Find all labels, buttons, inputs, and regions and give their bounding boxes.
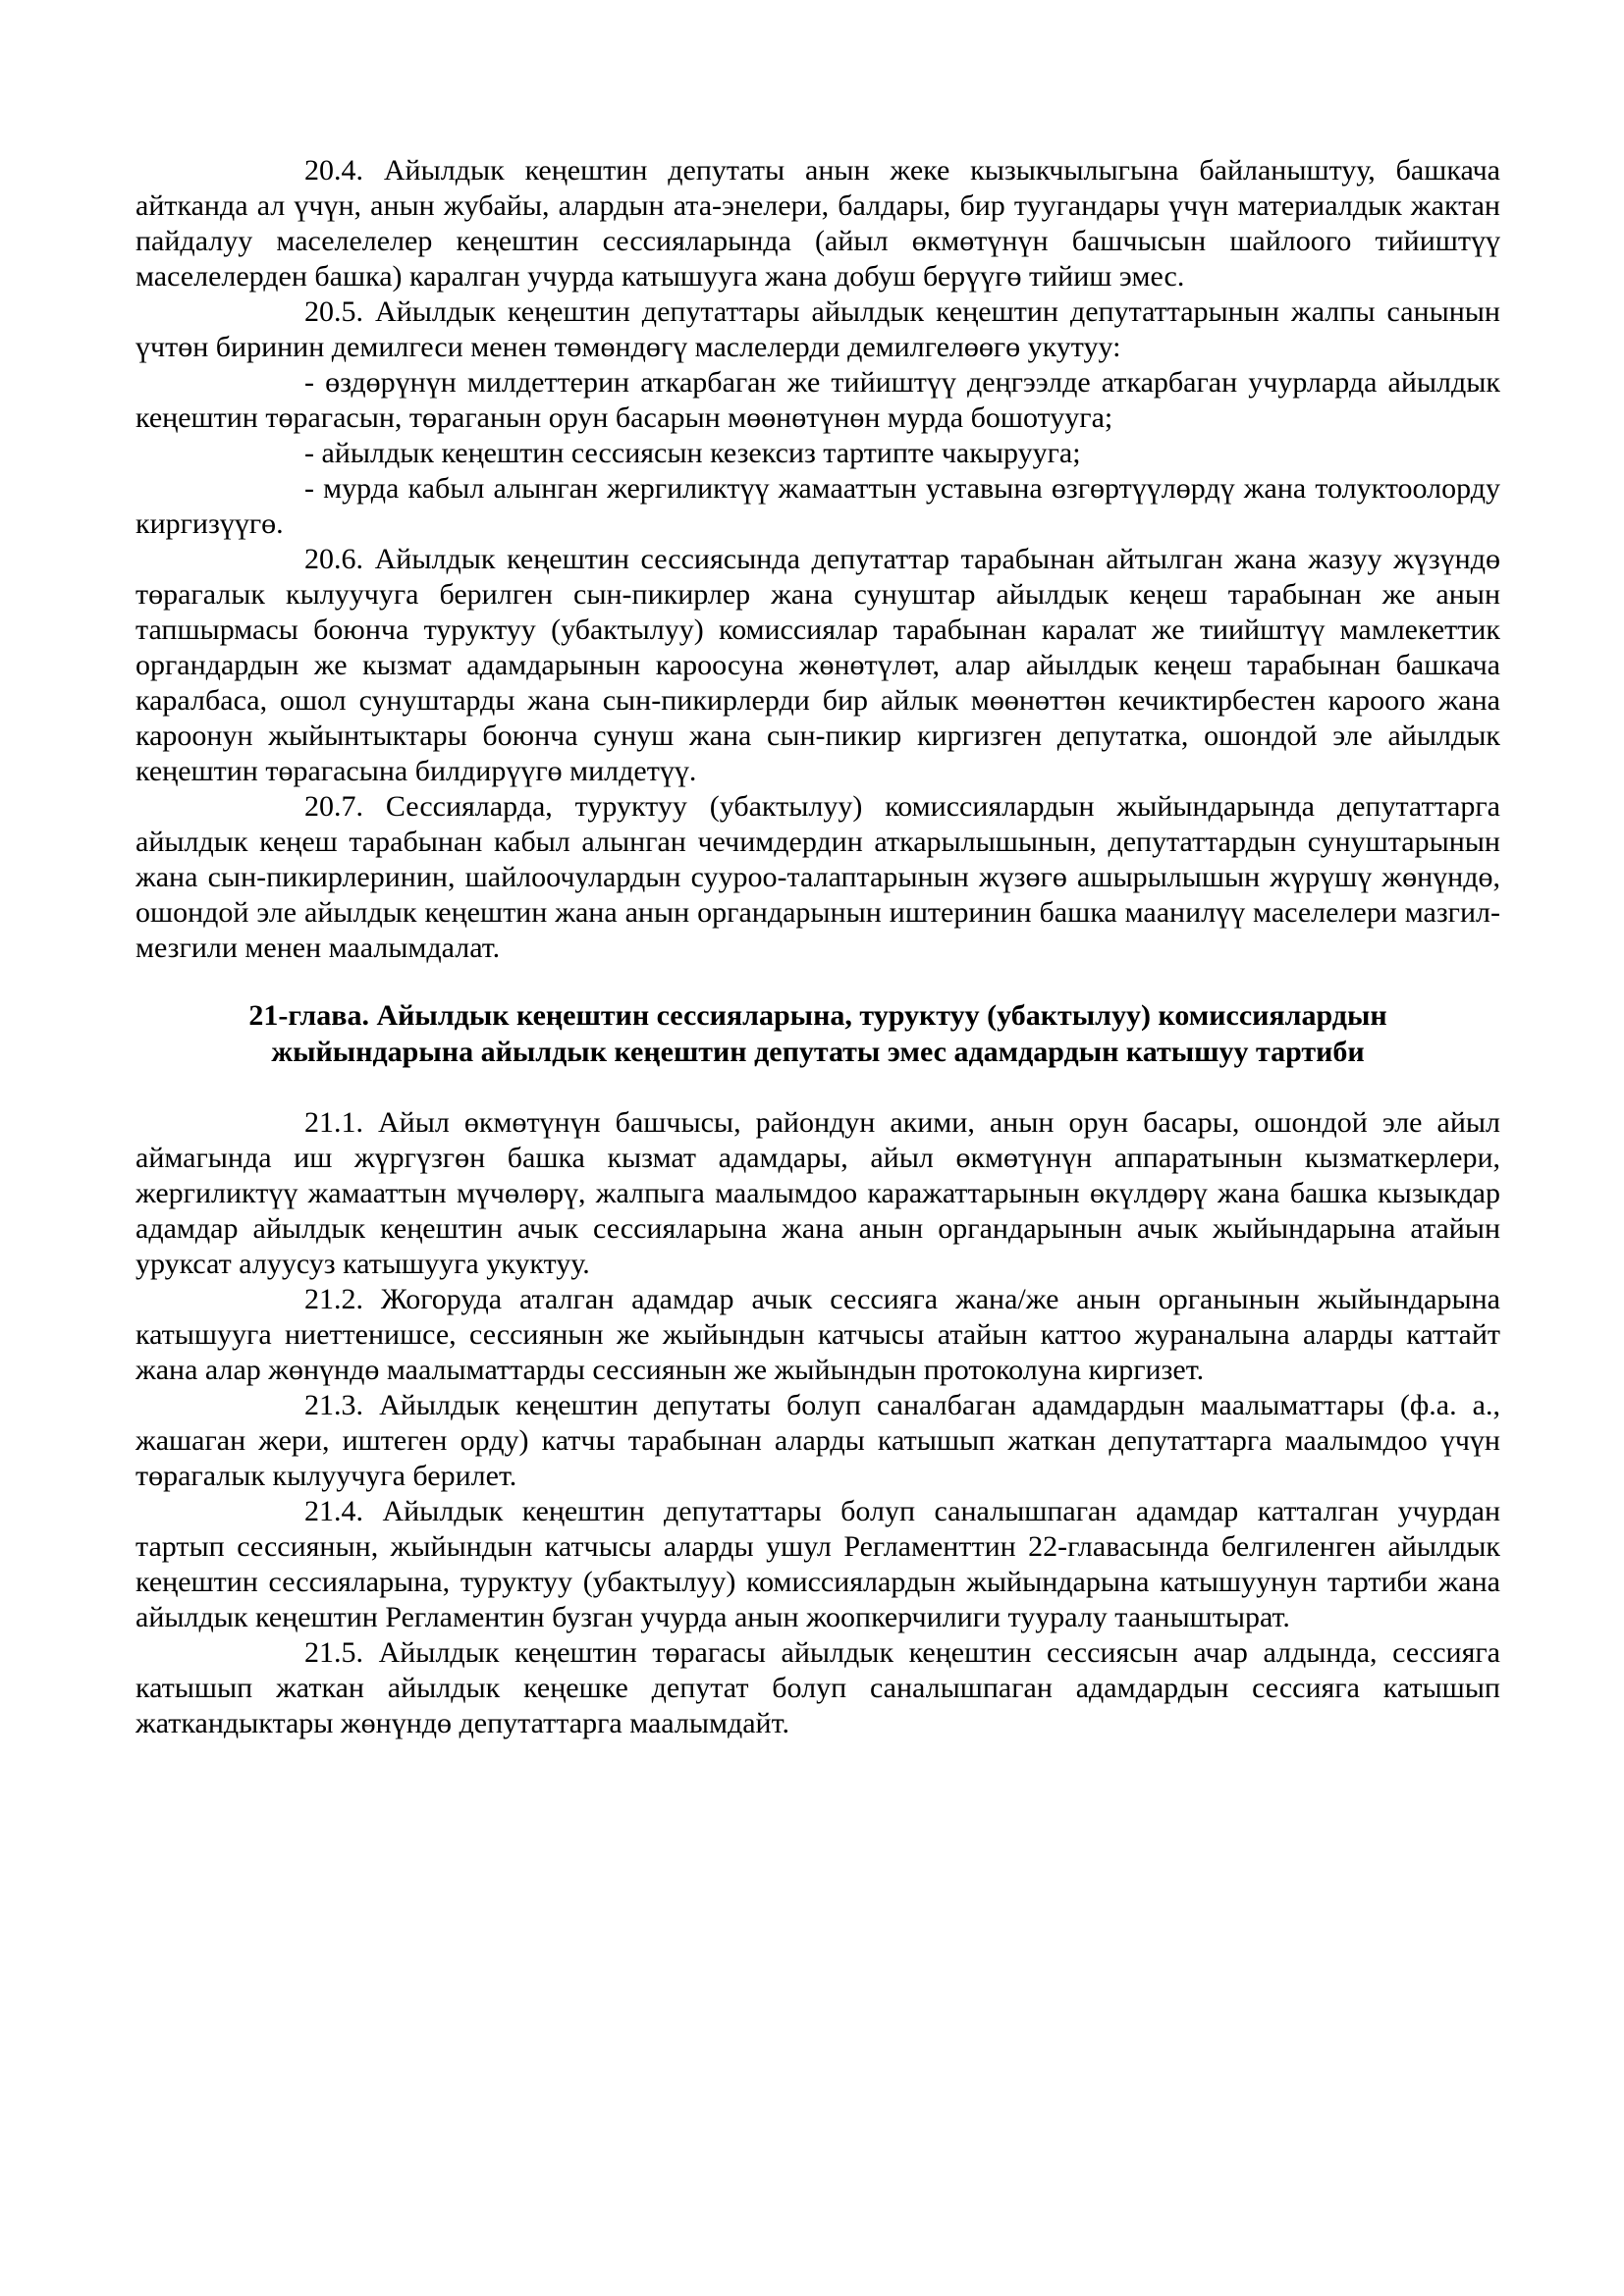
paragraph-clause-20-6: 20.6. Айылдык кеңештин сессиясында депутаттар тарабынан айтылган жана жазуу жүзүндө төрагалык кылуучуга берилген сын-пикирлер жана сунуштар айылдык кеңеш тарабынан же анын тапшырмасы боюнча туруктуу (убактылуу) комиссиялар тарабынан каралат же тиийштүү мамлекеттик органдардын же кызмат адамдарынын кароосуна жөнөтүлөт, алар айылдык кеңеш тарабынан башкача каралбаса, ошол сунуштарды жана сын-пикирлерди бир айлык мөөнөттөн кечиктирбестен кароого жана кароонун жыйынтыктары боюнча сунуш жана сын-пикир киргизген депутатка, ошондой эле айылдык кеңештин төрагасына билдирүүгө милдетүү. <box>135 543 1500 787</box>
paragraph-clause-21-4: 21.4. Айылдык кеңештин депутаттары болуп саналышпаган адамдар катталган учурдан тартып сессиянын, жыйындын катчысы аларды ушул Регламенттин 22-главасында белгиленген айылдык кеңештин сессияларына, туруктуу (убактылуу) комиссиялардын жыйындарына катышуунун тартиби жана айылдык кеңештин Регламентин бузган учурда анын жоопкерчилиги тууралу тааныштырат. <box>135 1495 1500 1633</box>
list-item-clause-20-5-2: - айылдык кеңештин сессиясын кезексиз тартипте чакырууга; <box>304 437 1081 469</box>
paragraph-clause-20-7: 20.7. Сессияларда, туруктуу (убактылуу) комиссиялардын жыйындарында депутаттарга айылдык кеңеш тарабынан кабыл алынган чечимдердин аткарылышынын, депутаттардын сунуштарынын жана сын-пикирлеринин, шайлоочулардын сууроо-талаптарынын жүзөгө ашырылышын жүрүшү жөнүндө, ошондой эле айылдык кеңештин жана анын органдарынын иштеринин башка маанилүү маселелери мазгил-мезгили менен маалымдалат. <box>135 790 1500 964</box>
list-item-clause-20-5-3: - мурда кабыл алынган жергиликтүү жамааттын уставына өзгөртүүлөрдү жана толуктоолорду киргизүүгө. <box>135 472 1500 540</box>
document-content <box>135 153 1500 1741</box>
paragraph-clause-21-5: 21.5. Айылдык кеңештин төрагасы айылдык кеңештин сессиясын ачар алдында, сессияга катышып жаткан айылдык кеңешке депутат болуп саналышпаган адамдардын сессияга катышып жаткандыктары жөнүндө депутаттарга маалымдайт. <box>135 1636 1500 1739</box>
chapter-21-heading: 21-глава. Айылдык кеңештин сессияларына, туруктуу (убактылуу) комиссиялардын жыйындарына айылдык кеңештин депутаты эмес адамдардын катышуу тартиби <box>248 999 1387 1068</box>
paragraph-clause-21-2: 21.2. Жогоруда аталган адамдар ачык сессияга жана/же анын органынын жыйындарына катышууга ниеттенишсе, сессиянын же жыйындын катчысы атайын каттоо жураналына аларды каттайт жана алар жөнүндө маалыматтарды сессиянын же жыйындын протоколуна киргизет. <box>135 1283 1500 1386</box>
list-item-clause-20-5-1: - өздөрүнүн милдеттерин аткарбаган же тийиштүү деңгээлде аткарбаган учурларда айылдык кеңештин төрагасын, төраганын орун басарын мөөнөтүнөн мурда бошотууга; <box>135 366 1500 434</box>
paragraph-clause-20-5: 20.5. Айылдык кеңештин депутаттары айылдык кеңештин депутаттарынын жалпы санынын үчтөн биринин демилгеси менен төмөндөгү маслелерди демилгелөөгө укутуу: <box>135 295 1500 363</box>
paragraph-clause-21-3: 21.3. Айылдык кеңештин депутаты болуп саналбаган адамдардын маалыматтары (ф.а. а., жашаган жери, иштеген орду) катчы тарабынан аларды катышып жаткан депутаттарга маалымдоо үчүн төрагалык кылуучуга берилет. <box>135 1389 1500 1492</box>
paragraph-clause-21-1: 21.1. Айыл өкмөтүнүн башчысы, райондун акими, анын орун басары, ошондой эле айыл аймагында иш жүргүзгөн башка кызмат адамдары, айыл өкмөтүнүн аппаратынын кызматкерлери, жергиликтүү жамааттын мүчөлөрү, жалпыга маалымдоо каражаттарынын өкүлдөрү жана башка кызыкдар адамдар айылдык кеңештин ачык сессияларына жана анын органдарынын ачык жыйындарына атайын уруксат алуусуз катышууга укуктуу. <box>135 1106 1500 1280</box>
paragraph-clause-20-4: 20.4. Айылдык кеңештин депутаты анын жеке кызыкчылыгына байланыштуу, башкача айтканда ал үчүн, анын жубайы, алардын ата-энелери, балдары, бир туугандары үчүн материалдык жактан пайдалуу маселелелер кеңештин сессияларында (айыл өкмөтүнүн башчысын шайлоого тийиштүү маселелерден башка) каралган учурда катышууга жана добуш берүүгө тийиш эмес. <box>135 154 1500 293</box>
